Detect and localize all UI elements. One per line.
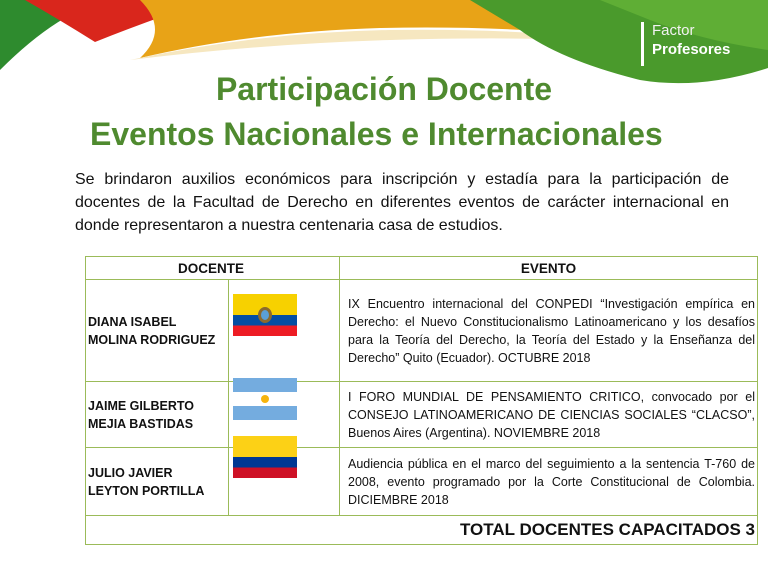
participation-table <box>85 256 758 545</box>
factor-profesores-logo <box>641 22 730 66</box>
docente-cell <box>86 280 229 382</box>
docente-header: DOCENTE <box>86 257 340 280</box>
table-row <box>86 382 758 448</box>
argentina-flag-icon <box>233 378 297 420</box>
table-row <box>86 448 758 516</box>
event-cell: Audiencia pública en el marco del seguimiento a la sentencia T-760 de 2008, evento programado por la Corte Constitucional de Colombia. DICIEMBRE 2018 <box>340 448 758 516</box>
flag-cell <box>229 448 340 516</box>
docente-name-first: DIANA ISABEL <box>88 314 177 329</box>
ecuador-flag-icon <box>233 294 297 336</box>
page-title: Participación Docente <box>215 71 553 107</box>
docente-name-last: MOLINA RODRIGUEZ <box>88 332 216 347</box>
docente-cell <box>86 448 229 516</box>
flag-cell <box>229 280 340 382</box>
docente-name-last: MEJIA BASTIDAS <box>88 416 194 431</box>
total-docentes: TOTAL DOCENTES CAPACITADOS 3 <box>86 516 758 545</box>
evento-header: EVENTO <box>340 257 758 280</box>
page-subtitle: Eventos Nacionales e Internacionales <box>90 116 663 152</box>
event-cell: IX Encuentro internacional del CONPEDI “Investigación empírica en Derecho: el Nuevo Constitucionalismo Latinoamericano y los desafíos para la Teoría del Derecho, la Teoría del Estado y la Enseñanza del Derecho” Quito (Ecuador). OCTUBRE 2018 <box>340 280 758 382</box>
table-row <box>86 280 758 382</box>
docente-name-first: JAIME GILBERTO <box>88 398 195 413</box>
docente-cell <box>86 382 229 448</box>
intro-paragraph: Se brindaron auxilios económicos para inscripción y estadía para la participación de docentes de la Facultad de Derecho en diferentes eventos de carácter internacional en donde representaron a nuestra centenaria casa de estudios. <box>75 171 729 234</box>
colombia-flag-icon <box>233 436 297 478</box>
total-row <box>86 516 758 545</box>
docente-name-last: LEYTON PORTILLA <box>88 483 205 498</box>
event-cell: I FORO MUNDIAL DE PENSAMIENTO CRITICO, convocado por el CONSEJO LATINOAMERICANO DE CIENCIAS SOCIALES “CLACSO”, Buenos Aires (Argentina). NOVIEMBRE 2018 <box>340 382 758 448</box>
table-header-row <box>86 257 758 280</box>
docente-name-first: JULIO JAVIER <box>88 465 173 480</box>
logo-line1: Factor <box>652 22 695 39</box>
logo-line2: Profesores <box>652 41 731 58</box>
